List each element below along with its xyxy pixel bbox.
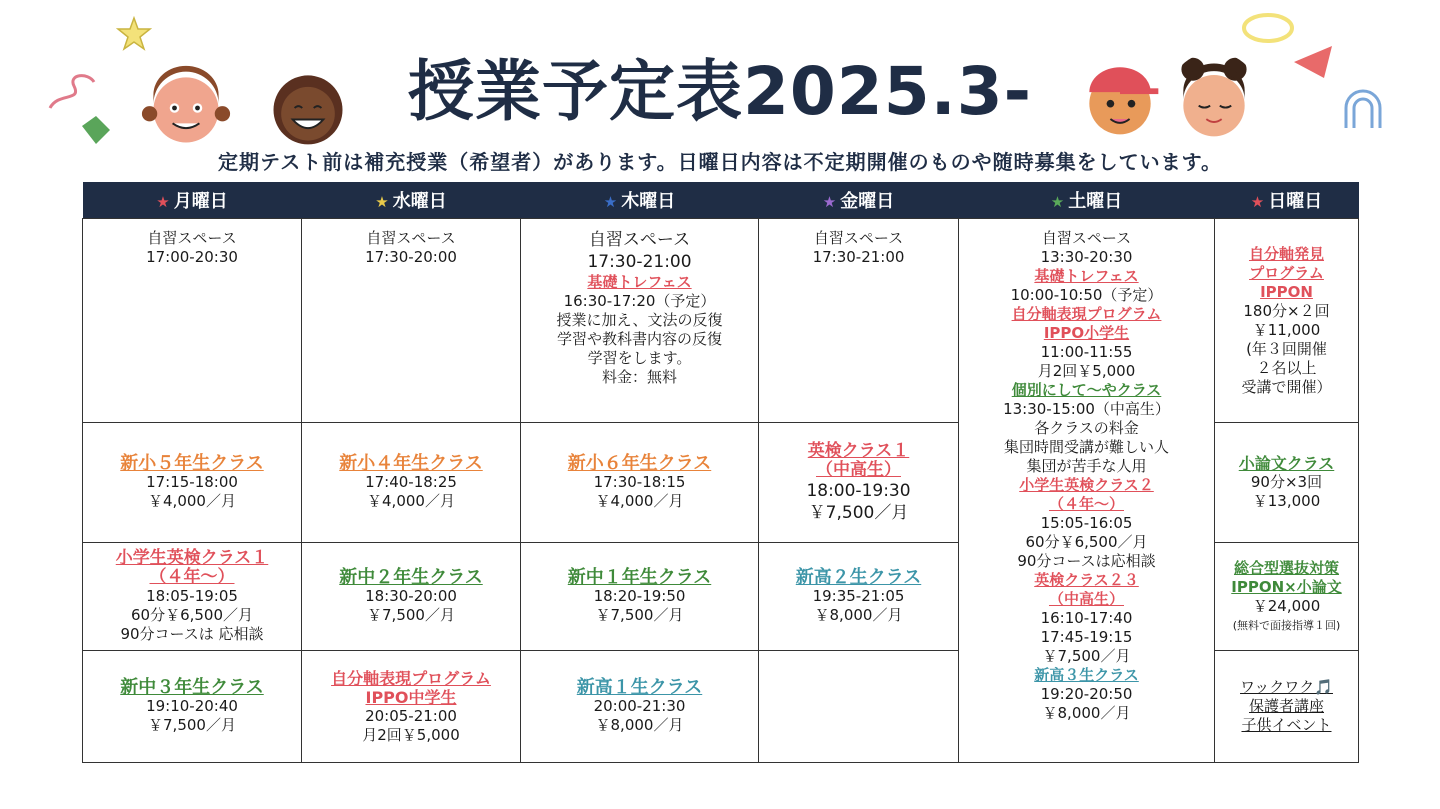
day-header-row: [83, 182, 1359, 219]
sun-essay-cell: 小論文クラス 90分×3回 ￥13,000: [1215, 423, 1359, 543]
star-icon: ★: [603, 193, 618, 211]
mon-study-space-cell: 自習スペース 17:00-20:30: [83, 219, 302, 423]
thu-study-space-cell: 自習スペース 17:30-21:00 基礎トレフェス 16:30-17:20（予定） 授業に加え、文法の反復 学習や教科書内容の反復 学習をします。 料金：無料: [521, 219, 759, 423]
fri-empty-cell: [759, 651, 959, 763]
mon-class1-cell: 新小５年生クラス 17:15-18:00 ￥4,000／月: [83, 423, 302, 543]
wed-class3-cell: 自分軸表現プログラム IPPO中学生 20:05-21:00 月2回￥5,000: [302, 651, 521, 763]
wed-study-space-cell: 自習スペース 17:30-20:00: [302, 219, 521, 423]
sun-wakuwaku-cell: ワックワク🎵 保護者講座 子供イベント: [1215, 651, 1359, 763]
star-icon: ★: [1250, 193, 1265, 211]
header-monday: ★ 月曜日: [83, 182, 302, 219]
mon-class2-cell: 小学生英検クラス１ （４年～） 18:05-19:05 60分￥6,500／月 90分コースは 応相談: [83, 543, 302, 651]
header-wednesday: ★ 水曜日: [302, 182, 521, 219]
header-saturday: ★ 土曜日: [959, 182, 1215, 219]
header-thursday: ★ 木曜日: [521, 182, 759, 219]
header-friday: ★ 金曜日: [759, 182, 959, 219]
star-icon: ★: [1050, 193, 1065, 211]
fri-class1-cell: 英検クラス１ （中高生） 18:00-19:30 ￥7,500／月: [759, 423, 959, 543]
schedule-table: [82, 182, 1359, 763]
mon-class3-cell: 新中３年生クラス 19:10-20:40 ￥7,500／月: [83, 651, 302, 763]
sat-schedule-cell: 自習スペース 13:30-20:30 基礎トレフェス 10:00-10:50（予定） 自分軸表現プログラム IPPO小学生 11:00-11:55 月2回￥5,000 個別にして～やクラス 13:30-15:00（中高生） 各クラスの料金 集団時間受講が難しい人 集団が苦手な人用 小学生英検クラス２ （４年～） 15:05-16:05 60分￥6,500／月 90分コースは応相談 英検クラス２３ （中高生） 16:10-17:40 17:45-19:15 ￥7,500／月 新高３生クラス 19:20-20:50 ￥8,000／月: [959, 219, 1215, 763]
fri-class2-cell: 新高２生クラス 19:35-21:05 ￥8,000／月: [759, 543, 959, 651]
header-sunday: ★ 日曜日: [1215, 182, 1359, 219]
sun-ippon-cell: 自分軸発見 プログラム IPPON 180分×２回 ￥11,000 (年３回開催 ２名以上 受講で開催）: [1215, 219, 1359, 423]
sun-sogo-cell: 総合型選抜対策 IPPON×小論文 ￥24,000 (無料で面接指導１回): [1215, 543, 1359, 651]
wed-class1-cell: 新小４年生クラス 17:40-18:25 ￥4,000／月: [302, 423, 521, 543]
thu-class1-cell: 新小６年生クラス 17:30-18:15 ￥4,000／月: [521, 423, 759, 543]
star-icon: ★: [375, 193, 389, 211]
thu-class2-cell: 新中１年生クラス 18:20-19:50 ￥7,500／月: [521, 543, 759, 651]
star-icon: ★: [156, 193, 170, 211]
thu-class3-cell: 新高１生クラス 20:00-21:30 ￥8,000／月: [521, 651, 759, 763]
star-icon: ★: [822, 193, 837, 211]
page-subtitle: 定期テスト前は補充授業（希望者）があります。日曜日内容は不定期開催のものや随時募集をしています。: [218, 150, 1222, 174]
page-title: 授業予定表2025.3-: [407, 53, 1033, 130]
wed-class2-cell: 新中２年生クラス 18:30-20:00 ￥7,500／月: [302, 543, 521, 651]
fri-study-space-cell: 自習スペース 17:30-21:00: [759, 219, 959, 423]
